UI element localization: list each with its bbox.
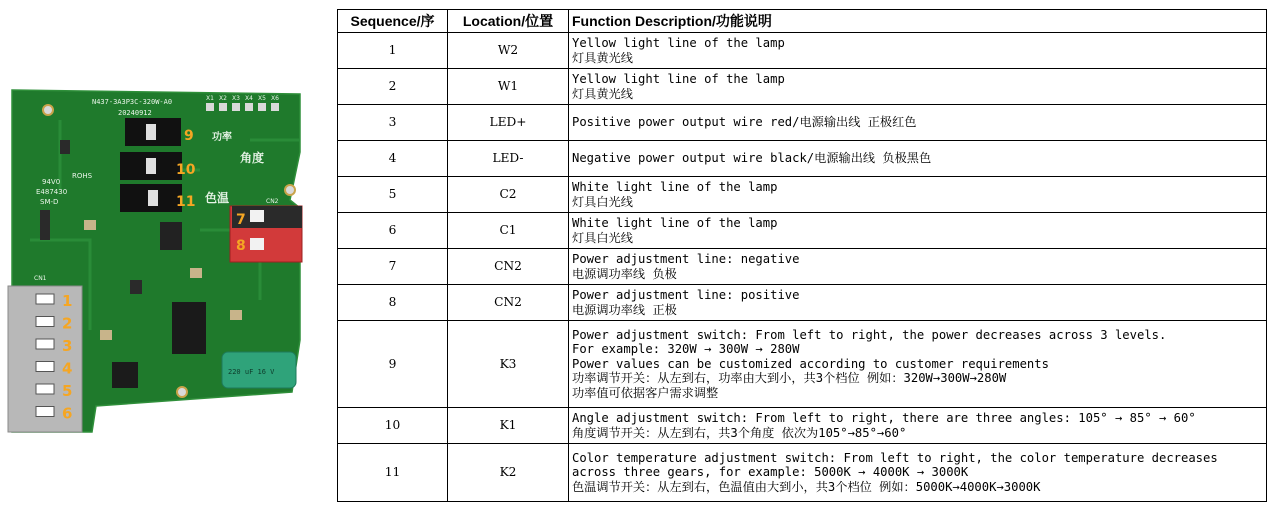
spec-table [337,9,1267,502]
table-row [338,141,1267,177]
transformer [172,302,206,354]
cell-location: K3 [448,321,569,408]
terminal-slot[interactable] [36,362,54,372]
board-model-text: N437-3A3P3C-320W-A0 [92,98,173,106]
terminal-number: 2 [62,314,73,333]
description-line: across three gears, for example: 5000K → 4000K → 3000K [572,465,969,480]
description-line: Negative power output wire black/电源输出线 负极黑色 [572,151,932,166]
description-line: Power adjustment line: negative [572,251,800,266]
cell-description [569,141,1267,177]
cn2-number-7: 7 [236,212,246,228]
header-sequence: Sequence/序 [338,10,448,33]
header-pin-label: X5 [258,95,266,102]
rohs-text: ROHS [72,172,93,180]
terminal-slot[interactable] [36,317,54,327]
description-line: Positive power output wire red/电源输出线 正极红色 [572,115,917,130]
cell-description [569,69,1267,105]
description-line: 色温调节开关：从左到右，色温值由大到小，共3个档位 例如：5000K→4000K→3000K [572,479,1041,494]
cn2-number-8: 8 [236,238,246,254]
cell-description [569,285,1267,321]
terminal-number: 1 [62,292,73,310]
description-line: Power adjustment switch: From left to right, the power decreases across 3 levels. [572,327,1167,342]
header-pin [206,103,214,111]
terminal-slot[interactable] [36,294,54,304]
smd-part [60,140,70,154]
table-row [338,69,1267,105]
smd-part [40,210,50,240]
description-line: 功率调节开关：从左到右，功率由大到小，共3个档位 例如：320W→300W→280W [572,371,1007,386]
description-line: Color temperature adjustment switch: From left to right, the color temperature decreases [572,450,1218,465]
description-line: White light line of the lamp [572,215,778,230]
header-pin [232,103,240,111]
terminal-number: 6 [62,404,73,423]
cell-location: K1 [448,408,569,444]
cell-location: CN2 [448,285,569,321]
table-header-row [338,10,1267,33]
cell-sequence: 6 [338,213,448,249]
header-description: Function Description/功能说明 [569,10,1267,33]
color-temp-label: 色温 [205,191,230,205]
cell-location: CN2 [448,249,569,285]
smd-part [190,268,202,278]
table-row [338,444,1267,502]
header-pin [245,103,253,111]
cert-text: 94V0 [42,178,61,186]
cell-location: LED- [448,141,569,177]
cell-sequence: 4 [338,141,448,177]
smd-part [84,220,96,230]
cn2-connector[interactable] [230,206,302,262]
terminal-number: 4 [62,359,73,378]
header-location: Location/位置 [448,10,569,33]
cell-description [569,213,1267,249]
table-row [338,33,1267,69]
description-line: Power adjustment line: positive [572,287,800,302]
switch-number-11: 11 [176,194,196,210]
capacitor-text: 220 uF 16 V [228,368,275,376]
cell-location: C1 [448,213,569,249]
description-line: White light line of the lamp [572,179,778,194]
table-row [338,213,1267,249]
cell-description [569,444,1267,502]
cell-location: W2 [448,33,569,69]
cell-location: C2 [448,177,569,213]
angle-label: 角度 [240,151,265,165]
table-row [338,249,1267,285]
header-pin-label: X4 [245,95,253,102]
cell-sequence: 2 [338,69,448,105]
cell-description [569,105,1267,141]
cn1-label: CN1 [34,275,47,282]
header-pin-label: X2 [219,95,227,102]
description-line: Yellow light line of the lamp [572,71,785,86]
header-pin-label: X1 [206,95,214,102]
header-pin [219,103,227,111]
terminal-slot[interactable] [36,407,54,417]
mounting-hole [177,387,187,397]
smd-part [230,310,242,320]
power-label: 功率 [212,132,232,143]
cell-location: W1 [448,69,569,105]
table-row [338,321,1267,408]
description-line: For example: 320W → 300W → 280W [572,342,800,357]
terminal-slot[interactable] [36,339,54,349]
description-line: 灯具白光线 [572,230,633,245]
cell-sequence: 9 [338,321,448,408]
header-pin [258,103,266,111]
cell-location: K2 [448,444,569,502]
description-line: Power values can be customized according to customer requirements [572,356,1049,371]
cell-sequence: 7 [338,249,448,285]
description-line: 功率值可依据客户需求调整 [572,385,719,400]
description-line: 灯具黄光线 [572,86,633,101]
table-row [338,408,1267,444]
cell-location: LED+ [448,105,569,141]
cell-sequence: 3 [338,105,448,141]
cell-description [569,321,1267,408]
cn2-label: CN2 [266,198,279,205]
table-row [338,177,1267,213]
cell-description [569,177,1267,213]
mounting-hole [285,185,295,195]
description-line: 电源调功率线 正极 [572,302,677,317]
cell-sequence: 5 [338,177,448,213]
cell-description [569,249,1267,285]
spec-table-body [338,33,1267,502]
cert-sm-text: SM-D [40,198,59,206]
terminal-number: 5 [62,382,73,400]
pcb-board-image [0,80,320,440]
switch-number-10: 10 [176,162,196,178]
description-line: Yellow light line of the lamp [572,35,785,50]
description-line: 灯具白光线 [572,194,633,209]
description-line: Angle adjustment switch: From left to right, there are three angles: 105° → 85° → 60° [572,410,1196,425]
cell-sequence: 11 [338,444,448,502]
header-pin-label: X6 [271,95,279,102]
cell-sequence: 8 [338,285,448,321]
description-line: 灯具黄光线 [572,50,633,65]
terminal-number: 3 [62,337,73,355]
cell-description [569,408,1267,444]
ic-chip [160,222,182,250]
header-pin-label: X3 [232,95,240,102]
table-row [338,105,1267,141]
cert-code-text: E487430 [36,188,68,196]
switch-number-9: 9 [184,128,194,144]
terminal-slot[interactable] [36,384,54,394]
cell-description [569,33,1267,69]
smd-part [100,330,112,340]
description-line: 角度调节开关：从左到右，共3个角度 依次为105°→85°→60° [572,425,907,440]
mounting-hole [43,105,53,115]
cell-sequence: 1 [338,33,448,69]
table-row [338,285,1267,321]
header-pin [271,103,279,111]
board-date-text: 20240912 [118,109,152,117]
smd-part [130,280,142,294]
transistor [112,362,138,388]
description-line: 电源调功率线 负极 [572,266,677,281]
cell-sequence: 10 [338,408,448,444]
